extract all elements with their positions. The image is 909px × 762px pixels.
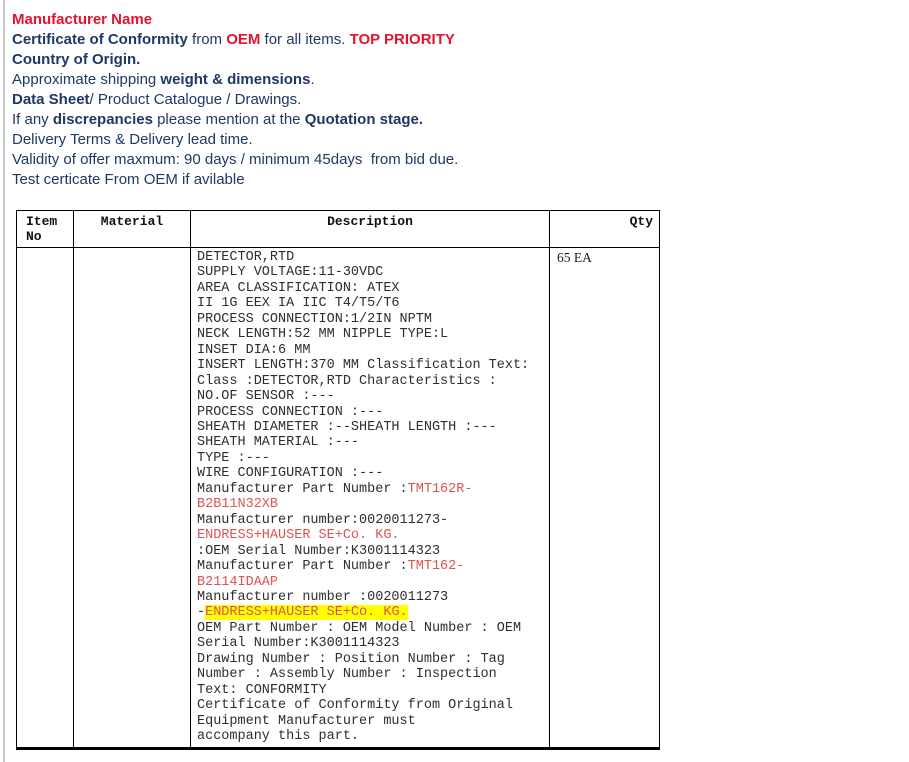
description-line: [197, 636, 545, 651]
text-run: Approximate shipping: [12, 71, 161, 88]
text-run: DETECTOR,RTD: [197, 250, 295, 265]
text-run: II 1G EEX IA IIC T4/T5/T6: [197, 296, 400, 312]
text-run: from: [187, 31, 227, 48]
description-line: [197, 714, 545, 729]
description-line: [197, 544, 545, 559]
text-run: OEM Part Number : OEM Model Number : OEM: [197, 620, 522, 636]
text-run: PROCESS CONNECTION :---: [197, 404, 384, 420]
description-line: [197, 621, 545, 636]
description-line: [197, 451, 545, 466]
description-line: [197, 327, 545, 342]
text-run: INSET DIA:6 MM: [197, 342, 311, 358]
text-run: If any: [12, 111, 53, 128]
note-line: [12, 70, 458, 90]
text-run: weight & dimensions: [160, 71, 311, 88]
text-run: Manufacturer Name: [12, 11, 153, 28]
text-run: B2114IDAAP: [197, 574, 279, 590]
text-run: ENDRESS+HAUSER SE+Co. KG.: [205, 605, 408, 621]
note-line: [12, 130, 458, 150]
note-line: [12, 50, 458, 70]
description-line: [197, 389, 545, 404]
text-run: TMT162-: [407, 559, 465, 575]
note-line: [12, 150, 458, 170]
text-run: TMT162R-: [407, 481, 473, 497]
description-line: [197, 466, 545, 481]
text-run: Text: CONFORMITY: [197, 682, 327, 698]
description-line: [197, 698, 545, 713]
column-header-item-line1: Item: [26, 214, 58, 229]
cell-description: [191, 248, 550, 749]
text-run: Certificate of Conformity: [12, 31, 188, 48]
text-run: Delivery Terms & Delivery lead time.: [12, 131, 253, 148]
items-table: [16, 210, 660, 750]
text-run: -: [197, 605, 206, 621]
description-line: [197, 343, 545, 358]
description-line: [197, 420, 545, 435]
column-header-item-no: [17, 211, 74, 248]
text-run: for all items.: [260, 31, 350, 48]
text-run: Certificate of Conformity from Original: [197, 698, 513, 714]
text-run: please mention at the: [152, 111, 305, 128]
text-run: NECK LENGTH:52 MM NIPPLE TYPE:L: [197, 327, 449, 343]
text-run: Validity of offer maxmum: 90 days / minimum 45days from bid due.: [12, 151, 459, 168]
text-run: SUPPLY VOLTAGE:11-30VDC: [197, 265, 384, 281]
text-run: SHEATH MATERIAL :---: [197, 435, 360, 451]
text-run: ENDRESS+HAUSER SE+Co. KG.: [197, 528, 400, 544]
text-run: Country of Origin.: [12, 51, 141, 68]
text-run: OEM: [226, 31, 261, 48]
note-line: [12, 110, 458, 130]
text-run: Number : Assembly Number : Inspection: [197, 667, 497, 683]
description-line: [197, 358, 545, 373]
text-run: Drawing Number : Position Number : Tag: [197, 651, 505, 667]
description-line: [197, 729, 545, 744]
text-run: Equipment Manufacturer must: [197, 713, 416, 729]
text-run: accompany this part.: [197, 729, 360, 745]
cell-item-no: [17, 248, 74, 749]
description-line: [197, 590, 545, 605]
description-line: [197, 296, 545, 311]
text-run: INSERT LENGTH:370 MM Classification Text:: [197, 358, 530, 374]
note-line: [12, 170, 458, 190]
description-line: [197, 250, 545, 265]
requirements-notes-block: [12, 10, 458, 190]
description-line: [197, 652, 545, 667]
description-line: [197, 374, 545, 389]
column-header-item-line2: No: [26, 229, 42, 244]
text-run: Manufacturer number:0020011273-: [197, 512, 449, 528]
description-line: [197, 605, 545, 620]
description-line: [197, 405, 545, 420]
description-line: [197, 683, 545, 698]
text-run: Manufacturer Part Number :: [197, 481, 408, 497]
description-line: [197, 667, 545, 682]
text-run: :OEM Serial Number:K3001114323: [197, 543, 441, 559]
text-run: .: [310, 71, 315, 88]
text-run: Data Sheet: [12, 91, 90, 108]
description-line: [197, 513, 545, 528]
text-run: Quotation stage.: [304, 111, 424, 128]
text-run: / Product Catalogue / Drawings.: [89, 91, 302, 108]
table-header-row: [17, 211, 660, 248]
description-line: [197, 528, 545, 543]
text-run: Class :DETECTOR,RTD Characteristics :: [197, 373, 497, 389]
text-run: discrepancies: [52, 111, 153, 128]
note-line: [12, 10, 458, 30]
text-run: AREA CLASSIFICATION: ATEX: [197, 280, 400, 296]
description-line: [197, 497, 545, 512]
column-header-material: Material: [74, 211, 191, 248]
note-line: [12, 90, 458, 110]
description-line: [197, 312, 545, 327]
text-run: Manufacturer Part Number :: [197, 559, 408, 575]
text-run: PROCESS CONNECTION:1/2IN NPTM: [197, 311, 432, 327]
text-run: B2B11N32XB: [197, 497, 279, 513]
text-run: Test certicate From OEM if avilable: [12, 171, 245, 188]
description-line: [197, 482, 545, 497]
description-line: [197, 265, 545, 280]
text-run: WIRE CONFIGURATION :---: [197, 466, 384, 482]
table-row: [17, 248, 660, 749]
text-run: NO.OF SENSOR :---: [197, 389, 335, 405]
description-line: [197, 575, 545, 590]
text-run: SHEATH DIAMETER :--SHEATH LENGTH :---: [197, 419, 497, 435]
text-run: Serial Number:K3001114323: [197, 636, 400, 652]
column-header-description: Description: [191, 211, 550, 248]
description-line: [197, 435, 545, 450]
cell-material: [74, 248, 191, 749]
column-header-qty: Qty: [550, 211, 660, 248]
cell-qty: 65 EA: [550, 248, 660, 749]
note-line: [12, 30, 458, 50]
text-run: TOP PRIORITY: [349, 31, 455, 48]
description-line: [197, 281, 545, 296]
window-left-edge: [3, 0, 5, 762]
text-run: Manufacturer number :0020011273: [197, 589, 449, 605]
text-run: TYPE :---: [197, 450, 270, 466]
description-line: [197, 559, 545, 574]
